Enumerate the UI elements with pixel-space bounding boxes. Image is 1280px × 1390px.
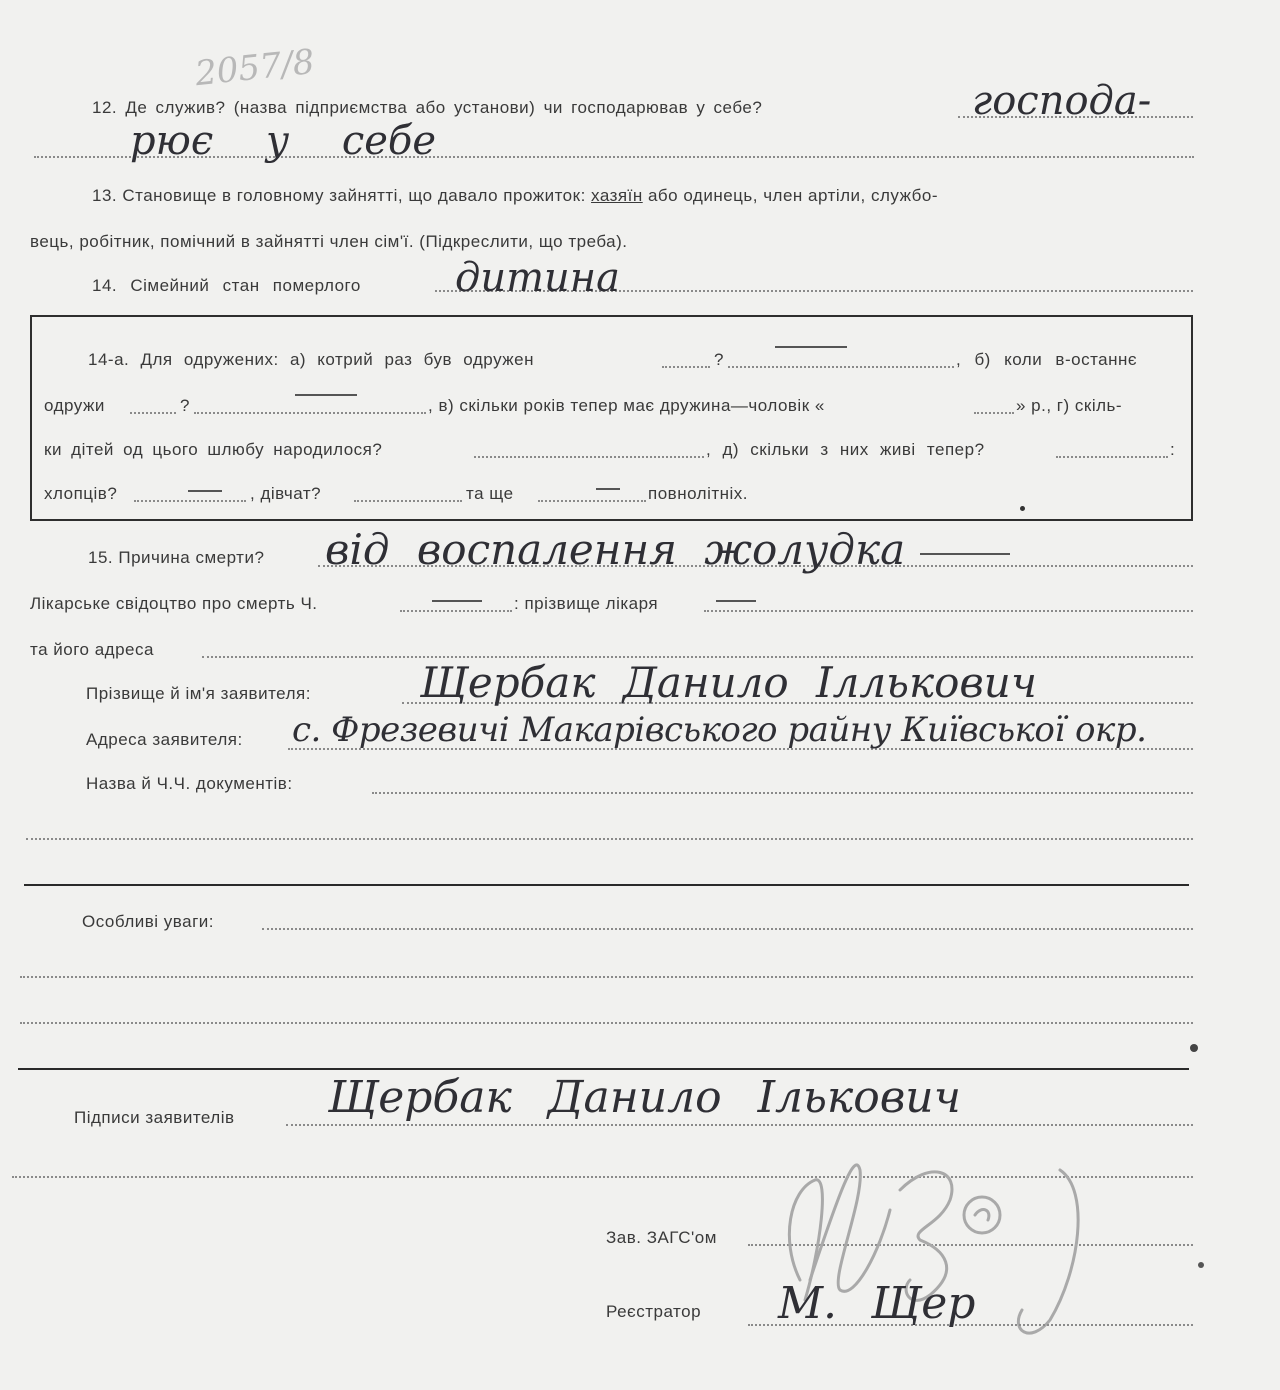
documents-line-1: [372, 792, 1193, 794]
notes-line-3: [20, 1022, 1193, 1024]
q14a-line1-b: , б) коли в-останнє: [956, 350, 1138, 369]
notes-label: Особливі уваги:: [82, 912, 215, 931]
medical-label-a: Лікарське свідоцтво про смерть Ч.: [30, 594, 318, 613]
documents-line-2: [26, 838, 1193, 840]
q14a-line1-q: ?: [714, 350, 724, 369]
q14a-line2-dots3: [974, 412, 1014, 414]
q14a-line2-b: , в) скільки років тепер має дружина—чоловік «: [428, 396, 825, 415]
medical-cert-number-line: [400, 610, 512, 612]
q14a-line4-dots1: [134, 500, 246, 502]
q12-answer-2: рює у себе: [130, 118, 437, 164]
q13-line1: [92, 186, 938, 206]
q14a-line2-dots2: [194, 412, 426, 414]
q15-answer: від воспалення жолудка: [325, 525, 906, 574]
q14a-line1-a: 14-а. Для одружених: а) котрий раз був одружен: [88, 350, 534, 369]
notes-line-2: [20, 976, 1193, 978]
pin-mark-2: [1198, 1262, 1204, 1268]
ink-spot: [1020, 506, 1025, 511]
medical-cert-dash: [432, 600, 482, 602]
applicant-address-value: с. Фрезевичі Макарівського райну Київської окр.: [292, 710, 1147, 750]
q14a-line1-dots2: [728, 366, 954, 368]
q13-line2: вець, робітник, помічний в зайнятті член сім'ї. (Підкреслити, що треба).: [30, 232, 628, 251]
q15-label: 15. Причина смерти?: [88, 548, 265, 567]
section-divider-2: [18, 1068, 1189, 1070]
q14-answer: дитина: [455, 255, 620, 301]
q14a-line3-a: ки дітей од цього шлюбу народилося?: [44, 440, 383, 459]
q14a-line2-a: одружи: [44, 396, 105, 415]
q14a-line2-dots1: [130, 412, 176, 414]
q14a-line3-b: , д) скільки з них живі тепер?: [706, 440, 985, 459]
applicant-name-value: Щербак Данило Іллькович: [420, 658, 1037, 707]
q13-line1-prefix: 13. Становище в головному зайнятті, що давало прожиток:: [92, 186, 586, 205]
q14a-line4-a: хлопців?: [44, 484, 118, 503]
q14a-line4-c: та ще: [466, 484, 514, 503]
q14a-line4-dots2: [354, 500, 462, 502]
q14a-line4-d: повнолітніх.: [648, 484, 749, 503]
q12-answer-1: господа-: [972, 78, 1152, 124]
section-divider-1: [24, 884, 1189, 886]
q12-label: 12. Де служив? (назва підприємства або установи) чи господарював у себе?: [92, 98, 763, 117]
zags-head-label: Зав. ЗАГС'ом: [606, 1228, 717, 1247]
applicant-name-label: Прізвище й ім'я заявителя:: [86, 684, 311, 703]
q14-label: 14. Сімейний стан померлого: [92, 276, 361, 295]
signatures-label: Підписи заявителів: [74, 1108, 235, 1127]
signatures-line-1: [286, 1124, 1193, 1126]
pin-mark: [1190, 1044, 1198, 1052]
q14a-line4-dots3: [538, 500, 646, 502]
applicant-signature: Щербак Данило Ількович: [328, 1072, 962, 1123]
doctor-name-dash: [716, 600, 756, 602]
q14a-dash-1: [775, 346, 847, 348]
archive-number: 2057/8: [193, 41, 317, 95]
q14a-line2-q: ?: [180, 396, 190, 415]
q15-answer-flourish: [920, 553, 1010, 555]
q14a-dash-4: [596, 488, 620, 490]
q14a-dash-3: [188, 490, 222, 492]
notes-line-1: [262, 928, 1193, 930]
q14a-line3-dots2: [1056, 456, 1168, 458]
q14a-dash-2: [295, 394, 357, 396]
q13-line1-suffix: або одинець, член артіли, службо-: [647, 186, 939, 205]
q14a-line1-dots1: [662, 366, 710, 368]
q13-selected-hazyain: хазяїн: [591, 186, 643, 205]
applicant-address-label: Адреса заявителя:: [86, 730, 243, 749]
q14a-line3-dots1: [474, 456, 704, 458]
registrar-label: Реєстратор: [606, 1302, 702, 1321]
q14a-line3-c: :: [1170, 440, 1176, 459]
registrar-signature: М. Щер: [778, 1278, 976, 1329]
q14a-line4-b: , дівчат?: [250, 484, 322, 503]
medical-label-c: та його адреса: [30, 640, 154, 659]
medical-label-b: : прізвище лікаря: [514, 594, 659, 613]
q14a-line2-c: » р., г) скіль-: [1016, 396, 1123, 415]
documents-label: Назва й Ч.Ч. документів:: [86, 774, 293, 793]
doctor-name-line: [704, 610, 1193, 612]
